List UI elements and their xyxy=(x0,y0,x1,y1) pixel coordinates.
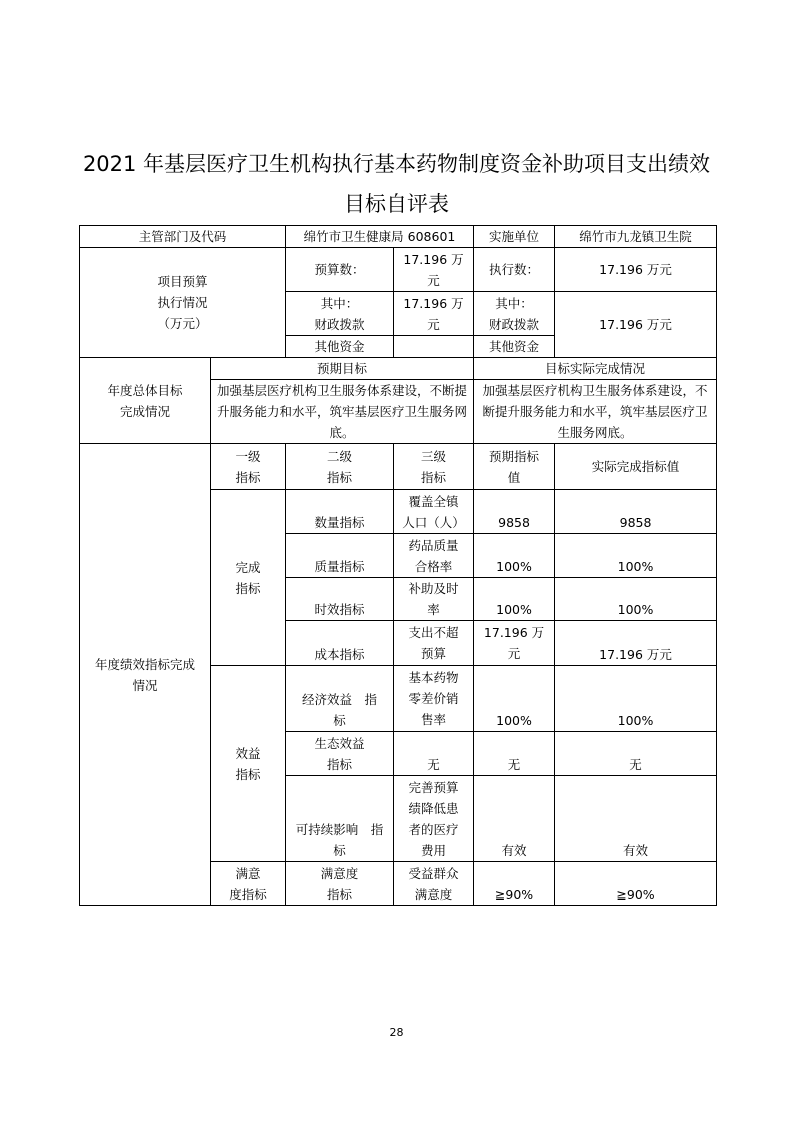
level2-cell: 时效指标 xyxy=(286,578,394,621)
col-actual-header: 实际完成指标值 xyxy=(555,444,717,490)
performance-table xyxy=(79,225,717,906)
actual-cell: 100% xyxy=(555,578,717,621)
other-value xyxy=(394,336,474,358)
impl-value: 绵竹市九龙镇卫生院 xyxy=(555,226,717,248)
fiscal-exec-value: 17.196 万元 xyxy=(555,292,717,358)
level3-cell: 完善预算 绩降低患 者的医疗 费用 xyxy=(394,776,474,862)
col-expected-header: 预期指标 值 xyxy=(474,444,555,490)
fiscal-exec-label: 其中： 财政拨款 xyxy=(474,292,555,336)
level2-cell: 生态效益 指标 xyxy=(286,732,394,776)
expected-cell: 100% xyxy=(474,534,555,578)
fiscal-value: 17.196 万 元 xyxy=(394,292,474,336)
impl-label: 实施单位 xyxy=(474,226,555,248)
level3-cell: 补助及时 率 xyxy=(394,578,474,621)
level3-cell: 覆盖全镇 人口（人） xyxy=(394,490,474,534)
expected-cell: 有效 xyxy=(474,776,555,862)
actual-cell: 有效 xyxy=(555,776,717,862)
page-title: 2021 年基层医疗卫生机构执行基本药物制度资金补助项目支出绩效 xyxy=(82,152,711,176)
other-exec-label: 其他资金 xyxy=(474,336,555,358)
col-level2-header: 二级 指标 xyxy=(286,444,394,490)
expected-goal-header: 预期目标 xyxy=(211,358,474,380)
col-level1-header: 一级 指标 xyxy=(211,444,286,490)
exec-value: 17.196 万元 xyxy=(555,248,717,292)
performance-section-label: 年度绩效指标完成 情况 xyxy=(80,444,211,906)
level2-cell: 数量指标 xyxy=(286,490,394,534)
level3-cell: 支出不超 预算 xyxy=(394,621,474,666)
actual-cell: 9858 xyxy=(555,490,717,534)
expected-cell: 17.196 万 元 xyxy=(474,621,555,666)
table-row xyxy=(80,358,717,380)
level3-cell: 受益群众 满意度 xyxy=(394,862,474,906)
dept-value: 绵竹市卫生健康局 608601 xyxy=(286,226,474,248)
fiscal-label: 其中： 财政拨款 xyxy=(286,292,394,336)
page-number: 28 xyxy=(389,1026,404,1039)
level2-cell: 经济效益 指 标 xyxy=(286,666,394,732)
level2-cell: 成本指标 xyxy=(286,621,394,666)
expected-cell: 9858 xyxy=(474,490,555,534)
level2-cell: 质量指标 xyxy=(286,534,394,578)
expected-cell: 无 xyxy=(474,732,555,776)
col-level3-header: 三级 指标 xyxy=(394,444,474,490)
table-row xyxy=(80,248,717,292)
group-benefit: 效益 指标 xyxy=(211,666,286,862)
level2-cell: 可持续影响 指 标 xyxy=(286,776,394,862)
actual-cell: 100% xyxy=(555,666,717,732)
group-satisfaction: 满意 度指标 xyxy=(211,862,286,906)
actual-goal-header: 目标实际完成情况 xyxy=(474,358,717,380)
actual-cell: ≧90% xyxy=(555,862,717,906)
expected-cell: 100% xyxy=(474,578,555,621)
other-label: 其他资金 xyxy=(286,336,394,358)
dept-label: 主管部门及代码 xyxy=(80,226,286,248)
group-completion: 完成 指标 xyxy=(211,490,286,666)
expected-cell: 100% xyxy=(474,666,555,732)
level2-cell: 满意度 指标 xyxy=(286,862,394,906)
actual-goal-text: 加强基层医疗机构卫生服务体系建设，不断提升服务能力和水平，筑牢基层医疗卫生服务网底。 xyxy=(474,380,717,444)
budget-label: 预算数： xyxy=(286,248,394,292)
expected-goal-text: 加强基层医疗机构卫生服务体系建设，不断提升服务能力和水平，筑牢基层医疗卫生服务网底。 xyxy=(211,380,474,444)
expected-cell: ≧90% xyxy=(474,862,555,906)
page-title-continued: 目标自评表 xyxy=(344,192,449,216)
level3-cell: 无 xyxy=(394,732,474,776)
budget-section-label: 项目预算 执行情况 （万元） xyxy=(80,248,286,358)
level3-cell: 基本药物 零差价销 售率 xyxy=(394,666,474,732)
actual-cell: 无 xyxy=(555,732,717,776)
goal-section-label: 年度总体目标 完成情况 xyxy=(80,358,211,444)
table-row xyxy=(80,226,717,248)
actual-cell: 100% xyxy=(555,534,717,578)
exec-label: 执行数： xyxy=(474,248,555,292)
level3-cell: 药品质量 合格率 xyxy=(394,534,474,578)
table-row xyxy=(80,444,717,490)
budget-value: 17.196 万 元 xyxy=(394,248,474,292)
actual-cell: 17.196 万元 xyxy=(555,621,717,666)
